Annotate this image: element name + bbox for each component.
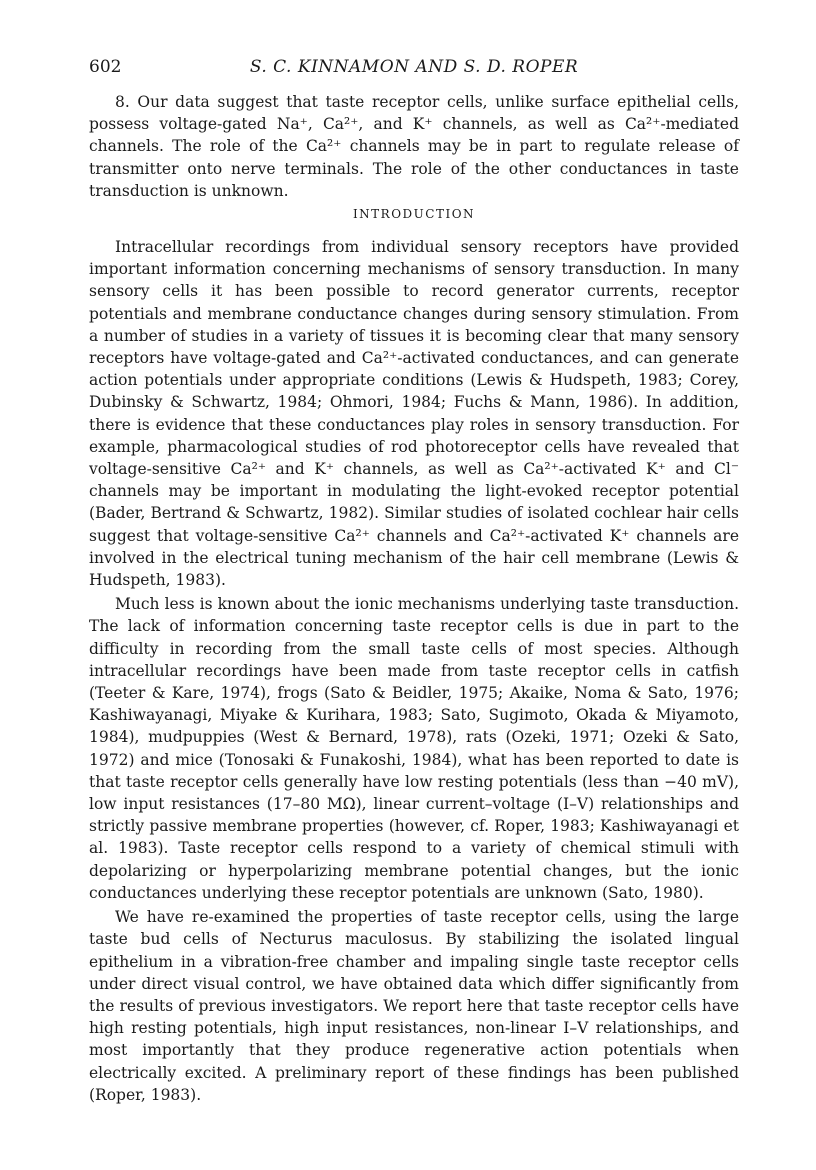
page-number: 602 <box>89 57 122 77</box>
introduction-body <box>89 236 739 1106</box>
intro-paragraph-1: Intracellular recordings from individual sensory receptors have provided important information concerning mechanisms of sensory transduction. In many sensory cells it has been possible to record generator currents, receptor potentials and membrane conductance changes during sensory stimulation. From a number of studies in a variety of tissues it is becoming clear that many sensory receptors have voltage-gated and Ca²⁺-activated conductances, and can generate action potentials under appropriate conditions (Lewis & Hudspeth, 1983; Corey, Dubinsky & Schwartz, 1984; Ohmori, 1984; Fuchs & Mann, 1986). In addition, there is evidence that these conductances play roles in sensory transduction. For example, pharmacological studies of rod photoreceptor cells have revealed that voltage-sensitive Ca²⁺ and K⁺ channels, as well as Ca²⁺-activated K⁺ and Cl⁻ channels may be important in modulating the light-evoked receptor potential (Bader, Bertrand & Schwartz, 1982). Similar studies of isolated cochlear hair cells suggest that voltage-sensitive Ca²⁺ channels and Ca²⁺-activated K⁺ channels are involved in the electrical tuning mechanism of the hair cell membrane (Lewis & Hudspeth, 1983). <box>89 238 739 590</box>
intro-paragraph-3: We have re-examined the properties of taste receptor cells, using the large taste bud cells of Necturus maculosus. By stabilizing the isolated lingual epithelium in a vibration-free chamber and impaling single taste receptor cells under direct visual control, we have obtained data which differ significantly from the results of previous investigators. We report here that taste receptor cells have high resting potentials, high input resistances, non-linear I–V relationships, and most importantly that they produce regenerative action potentials when electrically excited. A preliminary report of these findings has been published (Roper, 1983). <box>89 908 739 1104</box>
running-head: S. C. KINNAMON AND S. D. ROPER <box>249 57 579 77</box>
summary-paragraph: 8. Our data suggest that taste receptor cells, unlike surface epithelial cells, possess voltage-gated Na⁺, Ca²⁺, and K⁺ channels, as well as Ca²⁺-mediated channels. The role of the Ca²⁺ channels may be in part to regulate release of transmitter onto nerve terminals. The role of the other conductances in taste transduction is unknown. <box>89 93 739 200</box>
intro-paragraph-2: Much less is known about the ionic mechanisms underlying taste transduction. The lack of information concerning taste receptor cells is due in part to the difficulty in recording from the small taste cells of most species. Although intracellular recordings have been made from taste receptor cells in catfish (Teeter & Kare, 1974), frogs (Sato & Beidler, 1975; Akaike, Noma & Sato, 1976; Kashiwayanagi, Miyake & Kurihara, 1983; Sato, Sugimoto, Okada & Miyamoto, 1984), mudpuppies (West & Bernard, 1978), rats (Ozeki, 1971; Ozeki & Sato, 1972) and mice (Tonosaki & Funakoshi, 1984), what has been reported to date is that taste receptor cells generally have low resting potentials (less than −40 mV), low input resistances (17–80 MΩ), linear current–voltage (I–V) relationships and strictly passive membrane properties (however, cf. Roper, 1983; Kashiwayanagi et al. 1983). Taste receptor cells respond to a variety of chemical stimuli with depolarizing or hyperpolarizing membrane potential changes, but the ionic conductances underlying these receptor potentials are unknown (Sato, 1980). <box>89 595 739 902</box>
section-heading: INTRODUCTION <box>352 207 476 221</box>
page-header <box>89 57 739 81</box>
summary-point-8 <box>89 91 739 202</box>
